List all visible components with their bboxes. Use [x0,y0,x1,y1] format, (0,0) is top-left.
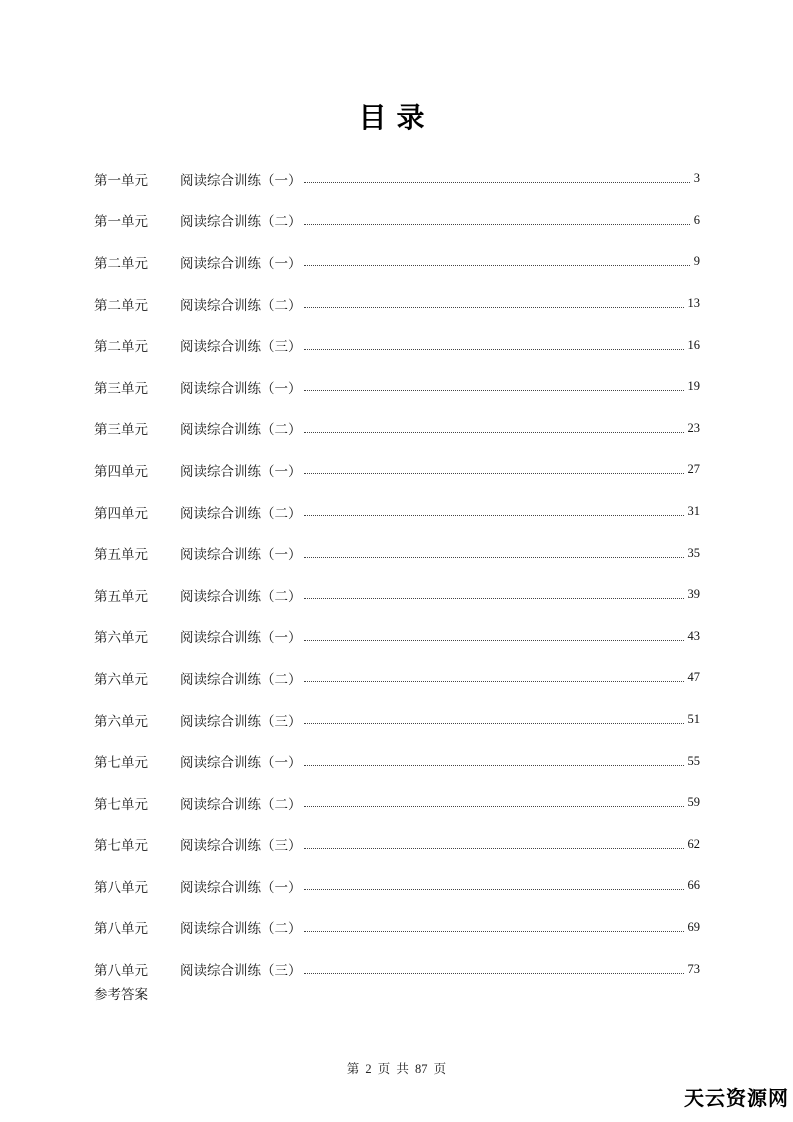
toc-unit-label: 第七单元 [94,755,148,772]
toc-entry[interactable] [94,158,700,200]
toc-dot-leader [304,390,684,391]
toc-section-label: 阅读综合训练（二） [180,297,302,314]
site-watermark: 天云资源网 [684,1086,789,1110]
page-footer: 第 2 页 共 87 页 [346,1062,447,1076]
toc-entry[interactable] [94,616,700,658]
toc-unit-label: 第六单元 [94,671,148,688]
toc-dot-leader [304,765,684,766]
toc-entry[interactable] [94,699,700,741]
toc-page-number: 13 [687,296,700,311]
toc-section-label: 阅读综合训练（三） [180,339,302,356]
toc-section-label: 阅读综合训练（一） [180,630,302,647]
toc-entry[interactable] [94,491,700,533]
toc-entry[interactable] [94,408,700,450]
toc-dot-leader [304,806,684,807]
toc-page-number: 66 [687,878,700,893]
toc-unit-label: 第七单元 [94,796,148,813]
toc-page-number: 47 [687,670,700,685]
toc-dot-leader [304,265,690,266]
toc-dot-leader [304,848,684,849]
toc-unit-label: 第三单元 [94,422,148,439]
toc-unit-label: 第四单元 [94,463,148,480]
toc-entry[interactable] [94,740,700,782]
toc-entry[interactable] [94,907,700,949]
toc-dot-leader [304,889,684,890]
toc-entry[interactable] [94,366,700,408]
toc-page-number: 51 [687,712,700,727]
toc-unit-label: 第四单元 [94,505,148,522]
toc-section-label: 阅读综合训练（二） [180,588,302,605]
toc-unit-label: 第八单元 [94,963,148,980]
toc-entry[interactable] [94,324,700,366]
toc-unit-label: 第二单元 [94,339,148,356]
toc-dot-leader [304,473,684,474]
toc-entry[interactable] [94,865,700,907]
toc-unit-label: 第八单元 [94,921,148,938]
toc-dot-leader [304,723,684,724]
toc-section-label: 阅读综合训练（二） [180,796,302,813]
toc-page-number: 69 [687,919,700,934]
toc-section-label: 阅读综合训练（三） [180,963,302,980]
toc-dot-leader [304,182,690,183]
toc-unit-label: 第六单元 [94,630,148,647]
page-title: 目录 [358,101,435,134]
toc-unit-label: 第一单元 [94,214,148,231]
toc-page-number: 23 [687,420,700,435]
toc-dot-leader [304,515,684,516]
toc-unit-label: 第二单元 [94,255,148,272]
toc-section-label: 阅读综合训练（一） [180,172,302,189]
toc-page-number: 62 [687,836,700,851]
toc-entry[interactable] [94,948,700,990]
toc-section-label: 阅读综合训练（三） [180,713,302,730]
toc-section-label: 阅读综合训练（一） [180,463,302,480]
toc-entry[interactable] [94,283,700,325]
toc-section-label: 阅读综合训练（三） [180,838,302,855]
toc-section-label: 阅读综合训练（二） [180,671,302,688]
toc-section-label: 阅读综合训练（一） [180,755,302,772]
toc-page-number: 16 [687,337,700,352]
toc-unit-label: 第五单元 [94,588,148,605]
toc-page-number: 27 [687,462,700,477]
toc-page-number: 6 [693,212,700,227]
toc-dot-leader [304,973,684,974]
toc-entry[interactable] [94,782,700,824]
toc-section-label: 阅读综合训练（二） [180,422,302,439]
toc-page-number: 9 [693,254,700,269]
table-of-contents [94,158,700,990]
toc-section-label: 阅读综合训练（二） [180,214,302,231]
toc-unit-label: 第五单元 [94,547,148,564]
toc-section-label: 阅读综合训练（一） [180,879,302,896]
toc-entry[interactable] [94,241,700,283]
toc-dot-leader [304,931,684,932]
toc-section-label: 阅读综合训练（二） [180,505,302,522]
toc-unit-label: 第六单元 [94,713,148,730]
toc-page-number: 39 [687,587,700,602]
toc-entry[interactable] [94,532,700,574]
toc-entry[interactable] [94,449,700,491]
toc-unit-label: 第一单元 [94,172,148,189]
toc-page-number: 55 [687,753,700,768]
toc-page-number: 3 [693,171,700,186]
toc-unit-label: 第二单元 [94,297,148,314]
toc-section-label: 阅读综合训练（一） [180,380,302,397]
toc-dot-leader [304,432,684,433]
toc-section-label: 阅读综合训练（一） [180,547,302,564]
toc-dot-leader [304,349,684,350]
toc-page-number: 31 [687,504,700,519]
toc-dot-leader [304,307,684,308]
answer-key-entry[interactable]: 参考答案 [94,987,148,1003]
toc-dot-leader [304,598,684,599]
toc-entry[interactable] [94,657,700,699]
toc-page-number: 73 [687,961,700,976]
toc-unit-label: 第八单元 [94,879,148,896]
toc-dot-leader [304,557,684,558]
toc-section-label: 阅读综合训练（二） [180,921,302,938]
toc-entry[interactable] [94,824,700,866]
toc-unit-label: 第三单元 [94,380,148,397]
toc-entry[interactable] [94,200,700,242]
toc-dot-leader [304,681,684,682]
toc-entry[interactable] [94,574,700,616]
toc-dot-leader [304,224,690,225]
toc-page-number: 35 [687,545,700,560]
toc-unit-label: 第七单元 [94,838,148,855]
toc-page-number: 59 [687,795,700,810]
toc-dot-leader [304,640,684,641]
toc-section-label: 阅读综合训练（一） [180,255,302,272]
toc-page-number: 43 [687,628,700,643]
toc-page-number: 19 [687,379,700,394]
